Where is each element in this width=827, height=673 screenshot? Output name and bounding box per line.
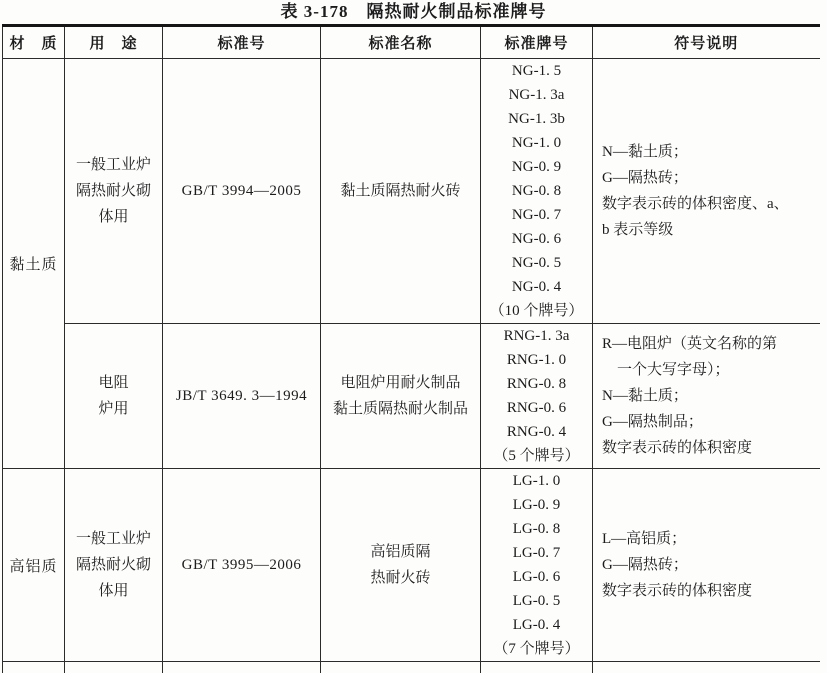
grades-cell-line: NG-0. 8	[511, 183, 562, 199]
symbols-cell-line: 数字表示砖的体积密度	[602, 440, 753, 456]
grades-cell-line: LG-1. 0	[512, 473, 561, 489]
grades-cell-line: NG-0. 9	[511, 159, 562, 175]
standards-table	[2, 24, 820, 673]
standard-no-cell: JB/T 3649. 3—1994	[163, 324, 321, 469]
use-cell	[65, 469, 163, 662]
use-cell-line: 一般工业炉	[75, 157, 151, 173]
standard-no-cell: GB/T 3994—2005	[163, 59, 321, 324]
grades-cell-line: RNG-0. 4	[506, 424, 567, 440]
symbols-cell-line: 数字表示砖的体积密度	[602, 583, 753, 599]
standard-name-cell	[321, 59, 481, 324]
grades-cell-line: LG-0. 9	[512, 497, 561, 513]
symbols-cell	[593, 469, 820, 662]
symbols-cell-line: N—黏土质；	[602, 144, 688, 160]
symbols-cell-line: 一个大写字母）；	[602, 362, 730, 378]
grades-cell-line: （10 个牌号）	[489, 303, 584, 319]
grades-cell-line: LG-0. 6	[512, 569, 561, 585]
standard-name-cell-line: 黏土质隔热耐火制品	[332, 401, 468, 417]
standard-name-cell-line: 电阻炉用耐火制品	[340, 375, 461, 391]
header-grade: 标准牌号	[481, 26, 593, 59]
grades-cell-line: LG-0. 8	[512, 521, 561, 537]
table-header	[3, 26, 820, 59]
grades-cell-line: NG-0. 6	[511, 231, 562, 247]
standard-no-cell	[163, 662, 321, 673]
use-cell-line: 体用	[98, 583, 129, 599]
standard-name-cell	[321, 469, 481, 662]
header-standard-no: 标准号	[163, 26, 321, 59]
symbols-cell-line: G—隔热砖；	[602, 170, 688, 186]
standard-no-cell: GB/T 3995—2006	[163, 469, 321, 662]
table-row	[3, 469, 820, 662]
standard-name-cell	[321, 662, 481, 673]
grades-cell-line: RNG-1. 3a	[503, 328, 570, 344]
grades-cell-line: NG-1. 0	[511, 135, 562, 151]
use-cell-line: 炉用	[98, 401, 129, 417]
grades-cell-line: NG-0. 7	[511, 207, 562, 223]
symbols-cell	[593, 662, 820, 673]
use-cell	[65, 59, 163, 324]
grades-cell-line: （5 个牌号）	[493, 448, 580, 464]
symbols-cell-line: G—隔热制品；	[602, 414, 703, 430]
symbols-cell	[593, 59, 820, 324]
symbols-cell-line: b 表示等级	[602, 222, 674, 238]
use-cell-line: 隔热耐火砌	[75, 557, 151, 573]
grades-cell	[481, 59, 593, 324]
table-body	[3, 59, 820, 673]
header-use: 用 途	[65, 26, 163, 59]
grades-cell-line: NG-1. 5	[511, 63, 562, 79]
symbols-cell-line: 数字表示砖的体积密度、a、	[602, 196, 789, 212]
use-cell	[65, 324, 163, 469]
symbols-cell	[593, 324, 820, 469]
grades-cell-line: LG-0. 7	[512, 545, 561, 561]
grades-cell-line: LG-0. 5	[512, 593, 561, 609]
material-cell	[3, 662, 65, 673]
standard-name-cell-line: 高铝质隔	[370, 544, 431, 560]
symbols-cell-line: R—电阻炉（英文名称的第	[602, 336, 778, 352]
grades-cell-line: RNG-1. 0	[506, 352, 567, 368]
use-cell-line: 一般工业炉	[75, 531, 151, 547]
table-row	[3, 59, 820, 324]
material-cell: 黏土质	[3, 59, 65, 469]
standard-name-cell-line: 黏土质隔热耐火砖	[340, 183, 461, 199]
use-cell-line: 隔热耐火砌	[75, 183, 151, 199]
standard-name-cell	[321, 324, 481, 469]
grades-cell-line: RNG-0. 8	[506, 376, 567, 392]
table-title: 表 3-178 隔热耐火制品标准牌号	[280, 2, 547, 21]
use-cell-line: 电阻	[98, 375, 129, 391]
grades-cell-line: NG-1. 3b	[508, 111, 565, 127]
header-symbols: 符号说明	[593, 26, 820, 59]
use-cell-line: 体用	[98, 209, 129, 225]
header-row	[3, 26, 820, 59]
grades-cell	[481, 662, 593, 673]
grades-cell-line: NG-0. 4	[511, 279, 562, 295]
grades-cell-line: RNG-0. 6	[506, 400, 567, 416]
header-standard-name: 标准名称	[321, 26, 481, 59]
table-row	[3, 662, 820, 673]
symbols-cell-line: G—隔热砖；	[602, 557, 688, 573]
header-material: 材 质	[3, 26, 65, 59]
grades-cell-line: NG-0. 5	[511, 255, 562, 271]
grades-cell	[481, 469, 593, 662]
material-cell: 高铝质	[3, 469, 65, 662]
grades-cell-line: LG-0. 4	[512, 617, 561, 633]
standard-name-cell-line: 热耐火砖	[370, 570, 431, 586]
symbols-cell-line: N—黏土质；	[602, 388, 688, 404]
grades-cell	[481, 324, 593, 469]
symbols-cell-line: L—高铝质；	[602, 531, 687, 547]
use-cell	[65, 662, 163, 673]
grades-cell-line: （7 个牌号）	[493, 641, 580, 657]
grades-cell-line: NG-1. 3a	[508, 87, 565, 103]
table-row	[3, 324, 820, 469]
